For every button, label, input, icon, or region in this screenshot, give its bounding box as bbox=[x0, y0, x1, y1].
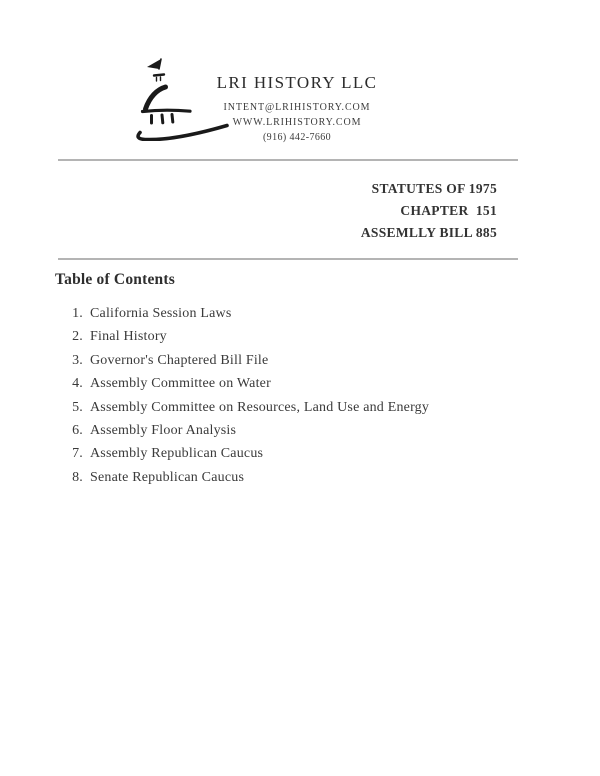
company-website: WWW.LRIHISTORY.COM bbox=[232, 117, 362, 128]
toc-item-number: 7. bbox=[72, 446, 83, 462]
toc-item-number: 2. bbox=[72, 329, 83, 345]
company-name: LRI HISTORY LLC bbox=[216, 73, 378, 92]
divider-top bbox=[58, 159, 518, 161]
letterhead bbox=[177, 73, 417, 145]
toc-item-number: 5. bbox=[72, 399, 83, 415]
toc-item bbox=[68, 470, 429, 485]
toc-list bbox=[68, 306, 429, 493]
chapter-line: CHAPTER 151 bbox=[400, 203, 497, 218]
company-email: INTENT@LRIHISTORY.COM bbox=[223, 102, 371, 113]
toc-item-number: 1. bbox=[72, 306, 83, 321]
toc-item-label: Senate Republican Caucus bbox=[90, 469, 245, 485]
toc-item-label: California Session Laws bbox=[90, 306, 232, 321]
toc-item-number: 3. bbox=[72, 352, 83, 368]
toc-item-label: Final History bbox=[90, 329, 167, 345]
toc-item bbox=[68, 353, 429, 368]
statute-reference bbox=[361, 178, 497, 244]
toc-item-label: Assembly Floor Analysis bbox=[90, 422, 237, 438]
toc-item-number: 8. bbox=[72, 469, 83, 485]
toc-item-label: Assembly Republican Caucus bbox=[90, 446, 264, 462]
toc-item-label: Assembly Committee on Resources, Land Use and Energy bbox=[90, 399, 430, 415]
toc-item-number: 6. bbox=[72, 422, 83, 438]
toc-item bbox=[68, 400, 429, 415]
toc-item bbox=[68, 423, 429, 438]
toc-item-label: Assembly Committee on Water bbox=[90, 376, 271, 392]
divider-bottom bbox=[58, 258, 518, 260]
toc-item bbox=[68, 376, 429, 391]
toc-item bbox=[68, 446, 429, 461]
toc-item-number: 4. bbox=[72, 376, 83, 392]
company-phone: (916) 442-7660 bbox=[262, 132, 332, 143]
statutes-line: STATUTES OF 1975 bbox=[371, 181, 497, 196]
bill-line: ASSEMLLY BILL 885 bbox=[360, 225, 497, 240]
toc-item bbox=[68, 306, 429, 321]
toc-heading: Table of Contents bbox=[55, 271, 175, 288]
toc-item bbox=[68, 329, 429, 344]
toc-item-label: Governor's Chaptered Bill File bbox=[90, 352, 269, 368]
